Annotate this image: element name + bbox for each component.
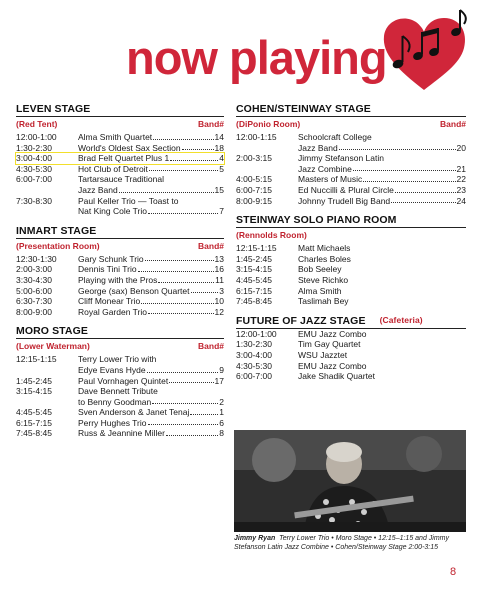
act-listing bbox=[298, 361, 466, 372]
act-line bbox=[298, 275, 466, 286]
schedule-row bbox=[236, 185, 466, 196]
dot-leader bbox=[145, 254, 214, 262]
act-line bbox=[78, 397, 224, 408]
act-listing bbox=[298, 196, 466, 207]
act-line bbox=[298, 153, 466, 164]
act-name: EMU Jazz Combo bbox=[298, 328, 367, 339]
act-line bbox=[298, 196, 466, 207]
time-slot: 3:15-4:15 bbox=[236, 264, 272, 275]
act-line bbox=[78, 307, 224, 318]
stage-room: (DiPonio Room) bbox=[236, 119, 301, 129]
band-number: 9 bbox=[219, 364, 224, 375]
band-number: 6 bbox=[219, 417, 224, 428]
time-slot: 8:00-9:00 bbox=[16, 306, 52, 317]
schedule-row bbox=[16, 196, 224, 217]
act-line bbox=[78, 376, 224, 387]
act-listing bbox=[78, 376, 224, 387]
dot-leader bbox=[190, 407, 218, 415]
act-line bbox=[298, 143, 466, 154]
act-listing bbox=[298, 286, 466, 297]
time-slot: 2:00-3:00 bbox=[16, 264, 52, 275]
act-name: Alma Smith Quartet bbox=[78, 132, 153, 142]
act-line bbox=[298, 132, 466, 143]
schedule-row bbox=[16, 307, 224, 318]
stage-room: (Red Tent) bbox=[16, 119, 58, 129]
act-name: Paul Keller Trio — Toast to bbox=[78, 195, 179, 206]
act-listing bbox=[298, 371, 466, 382]
act-name: Dennis Tini Trio bbox=[78, 264, 137, 275]
schedule-row bbox=[236, 132, 466, 153]
act-line bbox=[78, 264, 224, 275]
caption-name: Jimmy Ryan bbox=[234, 535, 276, 542]
time-slot: 4:45-5:45 bbox=[16, 407, 52, 418]
stage-title: INMART STAGE bbox=[16, 225, 224, 239]
time-slot: 4:00-5:15 bbox=[236, 174, 272, 185]
schedule-row bbox=[236, 350, 466, 361]
act-name: Jazz Combine bbox=[298, 163, 352, 174]
time-slot: 6:00-7:00 bbox=[16, 174, 52, 185]
dot-leader bbox=[153, 132, 213, 140]
act-line bbox=[78, 132, 224, 143]
act-name: Brad Felt Quartet Plus 1 bbox=[78, 153, 170, 164]
act-name: Schoolcraft College bbox=[298, 132, 372, 142]
dot-leader bbox=[152, 397, 218, 405]
band-number: 7 bbox=[219, 206, 224, 217]
time-slot: 12:15-1:15 bbox=[16, 354, 57, 365]
act-line bbox=[78, 365, 224, 376]
schedule-row bbox=[236, 254, 466, 265]
act-listing bbox=[78, 196, 224, 217]
act-name: Playing with the Pros bbox=[78, 274, 158, 285]
dot-leader bbox=[339, 143, 456, 151]
act-listing bbox=[298, 132, 466, 153]
performer-photo bbox=[234, 430, 466, 532]
schedule-row bbox=[16, 354, 224, 375]
act-listing bbox=[78, 407, 224, 418]
schedule-row bbox=[236, 275, 466, 286]
band-number: 3 bbox=[219, 285, 224, 296]
time-slot: 1:30-2:30 bbox=[236, 339, 272, 350]
act-name: Jazz Band bbox=[298, 142, 338, 153]
act-name: Jimmy Stefanson Latin bbox=[298, 153, 384, 164]
act-name: Sven Anderson & Janet Tenaj bbox=[78, 407, 190, 418]
stage-subheader bbox=[16, 241, 224, 252]
left-column bbox=[16, 103, 224, 447]
act-name: Royal Garden Trio bbox=[78, 306, 147, 317]
act-line bbox=[298, 329, 466, 340]
stage-section bbox=[236, 315, 466, 382]
time-slot: 6:00-7:15 bbox=[236, 184, 272, 195]
dot-leader bbox=[149, 164, 218, 172]
act-line bbox=[78, 428, 224, 439]
time-slot: 6:15-7:15 bbox=[236, 285, 272, 296]
time-slot: 1:45-2:45 bbox=[16, 375, 52, 386]
act-name: Paul Vornhagen Quintet bbox=[78, 375, 169, 386]
time-slot: 4:30-5:30 bbox=[16, 163, 52, 174]
dot-leader bbox=[191, 286, 219, 294]
time-slot: 7:45-8:45 bbox=[236, 296, 272, 307]
act-name: George (sax) Benson Quartet bbox=[78, 285, 190, 296]
dot-leader bbox=[138, 264, 214, 272]
act-line bbox=[78, 275, 224, 286]
act-listing bbox=[298, 275, 466, 286]
act-listing bbox=[298, 264, 466, 275]
dot-leader bbox=[148, 418, 219, 426]
act-listing bbox=[78, 286, 224, 297]
dot-leader bbox=[141, 296, 213, 304]
schedule-row bbox=[16, 164, 224, 175]
dot-leader bbox=[147, 365, 219, 373]
act-line bbox=[78, 354, 224, 365]
band-number: 17 bbox=[214, 375, 224, 386]
act-line bbox=[78, 286, 224, 297]
act-listing bbox=[298, 243, 466, 254]
time-slot: 1:45-2:45 bbox=[236, 253, 272, 264]
act-name: Edye Evans Hyde bbox=[78, 364, 146, 375]
act-line bbox=[78, 206, 224, 217]
act-name: Johnny Trudell Big Band bbox=[298, 195, 391, 206]
act-name: Steve Richko bbox=[298, 274, 349, 285]
act-name: WSU Jazztet bbox=[298, 349, 348, 360]
schedule-row bbox=[236, 371, 466, 382]
act-line bbox=[298, 339, 466, 350]
act-name: Tartarsauce Traditional bbox=[78, 174, 164, 185]
stage-room: (Cafeteria) bbox=[379, 314, 423, 325]
act-name: Taslimah Bey bbox=[298, 296, 349, 307]
time-slot: 3:15-4:15 bbox=[16, 386, 52, 397]
act-line bbox=[298, 164, 466, 175]
dot-leader bbox=[182, 143, 214, 151]
time-slot: 7:30-8:30 bbox=[16, 195, 52, 206]
act-listing bbox=[78, 386, 224, 407]
time-slot: 7:45-8:45 bbox=[16, 428, 52, 439]
act-line bbox=[298, 350, 466, 361]
act-name: Masters of Music bbox=[298, 174, 363, 185]
schedule-row bbox=[236, 339, 466, 350]
band-number: 24 bbox=[456, 195, 466, 206]
act-name: World's Oldest Sax Section bbox=[78, 142, 181, 153]
act-line bbox=[78, 143, 224, 154]
act-listing bbox=[78, 275, 224, 286]
dot-leader bbox=[169, 376, 213, 384]
time-slot: 12:00-1:15 bbox=[236, 132, 277, 142]
act-line bbox=[78, 386, 224, 397]
stage-room: (Lower Waterman) bbox=[16, 341, 90, 352]
stage-title: LEVEN STAGE bbox=[16, 103, 224, 117]
schedule-row bbox=[236, 196, 466, 207]
time-slot: 2:00-3:15 bbox=[236, 153, 272, 164]
act-listing bbox=[298, 174, 466, 185]
act-line bbox=[298, 296, 466, 307]
act-listing bbox=[298, 339, 466, 350]
act-name: Perry Hughes Trio bbox=[78, 417, 147, 428]
stage-subheader bbox=[16, 341, 224, 352]
time-slot: 6:00-7:00 bbox=[236, 371, 272, 382]
act-line bbox=[78, 185, 224, 196]
act-name: Alma Smith bbox=[298, 285, 342, 296]
act-listing bbox=[78, 354, 224, 375]
act-listing bbox=[78, 428, 224, 439]
photo-caption bbox=[234, 534, 454, 552]
act-name: Jazz Band bbox=[78, 184, 118, 195]
stage-section bbox=[236, 103, 466, 206]
band-number: 10 bbox=[214, 296, 224, 307]
act-line bbox=[78, 407, 224, 418]
act-line bbox=[78, 296, 224, 307]
time-slot: 3:00-4:00 bbox=[16, 153, 52, 164]
time-slot: 6:15-7:15 bbox=[16, 417, 52, 428]
stage-section bbox=[16, 325, 224, 439]
act-listing bbox=[298, 350, 466, 361]
band-number: 4 bbox=[219, 153, 224, 164]
act-listing bbox=[298, 329, 466, 340]
time-slot: 1:30-2:30 bbox=[16, 142, 52, 153]
band-number: 21 bbox=[456, 163, 466, 174]
act-name: Russ & Jeannine Miller bbox=[78, 428, 165, 439]
time-slot: 6:30-7:30 bbox=[16, 296, 52, 307]
act-name: Hot Club of Detroit bbox=[78, 163, 148, 174]
band-number: 11 bbox=[215, 274, 224, 285]
act-line bbox=[298, 243, 466, 254]
schedule-row bbox=[16, 428, 224, 439]
act-name: to Benny Goodman bbox=[78, 396, 152, 407]
act-listing bbox=[78, 174, 224, 195]
band-number: 1 bbox=[219, 407, 224, 418]
stage-section bbox=[16, 225, 224, 318]
act-name: Jake Shadik Quartet bbox=[298, 371, 376, 382]
band-number: 18 bbox=[214, 142, 224, 153]
act-listing bbox=[78, 254, 224, 265]
act-name: Cliff Monear Trio bbox=[78, 296, 141, 307]
stage-subheader bbox=[236, 230, 466, 241]
act-listing bbox=[78, 164, 224, 175]
schedule-row bbox=[16, 174, 224, 195]
act-line bbox=[78, 418, 224, 429]
dot-leader bbox=[119, 185, 214, 193]
act-line bbox=[298, 286, 466, 297]
schedule-row bbox=[236, 296, 466, 307]
time-slot: 12:30-1:30 bbox=[16, 253, 57, 264]
schedule-row bbox=[16, 153, 224, 164]
act-line bbox=[78, 164, 224, 175]
stage-subheader bbox=[236, 119, 466, 130]
band-number: 13 bbox=[214, 253, 224, 264]
caption-text: Terry Lower Trio • Moro Stage • 12:15–1:15 and Jimmy Stefanson Latin Jazz Combine • Cohen/Steinway Stage 2:00-3:15 bbox=[234, 535, 450, 551]
act-line bbox=[298, 174, 466, 185]
schedule-row bbox=[236, 153, 466, 174]
act-name: Bob Seeley bbox=[298, 264, 342, 275]
stage-name: FUTURE OF JAZZ STAGE bbox=[236, 314, 366, 327]
schedule-row bbox=[16, 286, 224, 297]
dot-leader bbox=[148, 206, 218, 214]
stage-title: MORO STAGE bbox=[16, 325, 224, 339]
stage-title bbox=[236, 315, 466, 329]
schedule-row bbox=[16, 143, 224, 154]
act-name: EMU Jazz Combo bbox=[298, 360, 367, 371]
time-slot: 3:30-4:30 bbox=[16, 274, 52, 285]
heart-music-notes-icon bbox=[378, 6, 470, 96]
act-listing bbox=[78, 264, 224, 275]
schedule-row bbox=[16, 376, 224, 387]
act-line bbox=[78, 254, 224, 265]
dot-leader bbox=[395, 185, 456, 193]
band-number-label: Band# bbox=[198, 240, 224, 251]
act-listing bbox=[298, 296, 466, 307]
time-slot: 4:30-5:30 bbox=[236, 360, 272, 371]
band-number: 15 bbox=[214, 184, 224, 195]
right-column bbox=[236, 103, 466, 390]
time-slot: 4:45-5:45 bbox=[236, 274, 272, 285]
time-slot: 12:15-1:15 bbox=[236, 243, 277, 254]
act-listing bbox=[78, 307, 224, 318]
schedule-row bbox=[236, 264, 466, 275]
schedule-row bbox=[16, 386, 224, 407]
band-number: 5 bbox=[219, 163, 224, 174]
act-name: Nat King Cole Trio bbox=[78, 206, 147, 217]
act-listing bbox=[78, 153, 224, 164]
act-line bbox=[298, 371, 466, 382]
act-name: Ed Nuccilli & Plural Circle bbox=[298, 184, 394, 195]
dot-leader bbox=[158, 275, 214, 283]
act-name: Gary Schunk Trio bbox=[78, 253, 144, 264]
time-slot: 12:00-1:00 bbox=[236, 328, 277, 339]
band-number-label: Band# bbox=[198, 341, 224, 352]
band-number: 22 bbox=[456, 174, 466, 185]
schedule-row bbox=[236, 361, 466, 372]
schedule-row bbox=[16, 275, 224, 286]
page-title: now playing bbox=[126, 31, 387, 84]
band-number-label: Band# bbox=[198, 119, 224, 129]
act-line bbox=[78, 174, 224, 185]
stage-title: COHEN/STEINWAY STAGE bbox=[236, 103, 466, 117]
stage-room: (Presentation Room) bbox=[16, 240, 100, 251]
band-number: 8 bbox=[219, 428, 224, 439]
schedule-row bbox=[236, 286, 466, 297]
act-listing bbox=[78, 132, 224, 143]
schedule-row bbox=[236, 243, 466, 254]
act-listing bbox=[298, 254, 466, 265]
act-name: Matt Michaels bbox=[298, 243, 351, 254]
act-line bbox=[78, 153, 224, 164]
schedule-row bbox=[16, 254, 224, 265]
act-name: Tim Gay Quartet bbox=[298, 339, 361, 350]
band-number: 20 bbox=[456, 142, 466, 153]
stage-title: STEINWAY SOLO PIANO ROOM bbox=[236, 214, 466, 228]
stage-subheader bbox=[16, 119, 224, 130]
band-number: 2 bbox=[219, 396, 224, 407]
dot-leader bbox=[391, 196, 455, 204]
act-line bbox=[78, 196, 224, 207]
act-name: Terry Lower Trio with bbox=[78, 354, 157, 365]
time-slot: 3:00-4:00 bbox=[236, 349, 272, 360]
band-number: 14 bbox=[214, 132, 224, 142]
page-number: 8 bbox=[450, 566, 457, 578]
stage-section bbox=[236, 214, 466, 307]
act-listing bbox=[78, 418, 224, 429]
time-slot: 8:00-9:15 bbox=[236, 195, 272, 206]
band-number: 16 bbox=[214, 264, 224, 275]
band-number-label: Band# bbox=[440, 119, 466, 129]
act-line bbox=[298, 185, 466, 196]
dot-leader bbox=[148, 307, 214, 315]
time-slot: 12:00-1:00 bbox=[16, 132, 57, 142]
schedule-row bbox=[16, 296, 224, 307]
schedule-row bbox=[16, 418, 224, 429]
stage-room: (Rennolds Room) bbox=[236, 230, 307, 241]
schedule-row bbox=[16, 132, 224, 143]
act-listing bbox=[78, 296, 224, 307]
schedule-row bbox=[236, 174, 466, 185]
band-number: 23 bbox=[456, 184, 466, 195]
act-listing bbox=[298, 153, 466, 174]
schedule-row bbox=[16, 264, 224, 275]
act-name: Charles Boles bbox=[298, 253, 351, 264]
act-listing bbox=[78, 143, 224, 154]
schedule-row bbox=[236, 329, 466, 340]
act-name: Dave Bennett Tribute bbox=[78, 386, 158, 397]
dot-leader bbox=[353, 164, 456, 172]
stage-section bbox=[16, 103, 224, 217]
act-line bbox=[298, 361, 466, 372]
act-listing bbox=[298, 185, 466, 196]
act-line bbox=[298, 264, 466, 275]
time-slot: 5:00-6:00 bbox=[16, 285, 52, 296]
dot-leader bbox=[170, 153, 218, 161]
schedule-row bbox=[16, 407, 224, 418]
dot-leader bbox=[166, 428, 218, 436]
act-line bbox=[298, 254, 466, 265]
band-number: 12 bbox=[214, 306, 224, 317]
dot-leader bbox=[363, 174, 455, 182]
